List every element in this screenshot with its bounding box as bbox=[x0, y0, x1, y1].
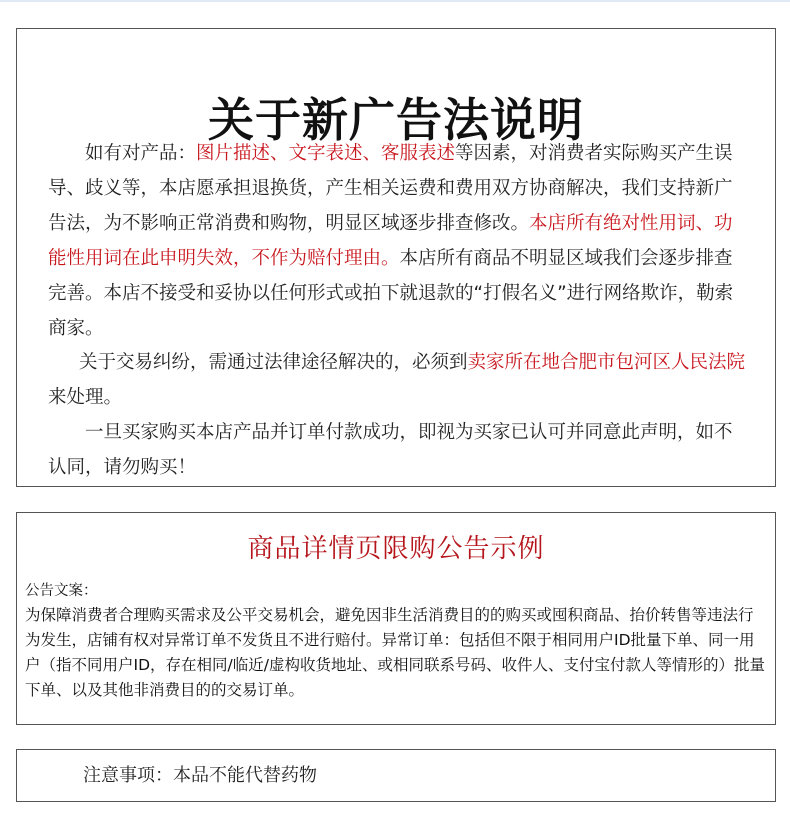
p1-text-b: 等因素，对消费者实际购买产生误导、歧义等，本店愿承担退换货，产生相关运费和费用双方协商解决，我们支持新广告法，为不影响正常消费和购物，明显区域逐步排查修改。 bbox=[48, 143, 733, 234]
statement-paragraph-1 bbox=[48, 136, 748, 346]
p1-highlight-descriptions: 图片描述、文字表述、客服表述 bbox=[196, 143, 456, 164]
p2-text-b: 来处理。 bbox=[48, 387, 123, 408]
p1-text-c: 本店所有商品不明显区域我们会逐步排查完善。本店不接受和妥协以任何形式或拍下就退款的“打假名义”进行网络欺诈，勒索商家。 bbox=[48, 248, 734, 339]
purchase-limit-notice-panel bbox=[16, 512, 776, 725]
statement-paragraph-3 bbox=[48, 415, 748, 485]
top-divider bbox=[0, 0, 790, 2]
p2-text-a: 关于交易纠纷，需通过法律途径解决的，必须到 bbox=[79, 352, 468, 373]
p1-text-a: 如有对产品： bbox=[85, 143, 197, 164]
notice-body: 为保障消费者合理购买需求及公平交易机会，避免因非生活消费目的的购买或囤积商品、抬价转售等违法行为发生，店铺有权对异常订单不发货且不进行赔付。异常订单：包括但不限于相同用户ID批量下单、同一用户（指不同用户ID，存在相同/临近/虚构收货地址、或相同联系号码、收件人、支付宝付款人等情形的）批量下单、以及其他非消费目的的交易订单。 bbox=[25, 606, 765, 699]
ad-law-statement-panel bbox=[16, 28, 776, 487]
p3-text: 一旦买家购买本店产品并订单付款成功，即视为买家已认可并同意此声明，如不认同，请勿购买！ bbox=[48, 422, 733, 478]
statement-paragraph-2 bbox=[48, 345, 748, 415]
caution-panel bbox=[16, 749, 776, 802]
notice-title: 商品详情页限购公告示例 bbox=[247, 534, 545, 564]
caution-note: 注意事项：本品不能代替药物 bbox=[83, 765, 317, 786]
p1-highlight-disclaimer: 本店所有绝对性用词、功能性用词在此申明失效，不作为赔付理由。 bbox=[48, 213, 733, 269]
statement-title: 关于新广告法说明 bbox=[208, 93, 584, 147]
p2-highlight-court: 卖家所在地合肥市包河区人民法院 bbox=[467, 352, 746, 373]
notice-label: 公告文案： bbox=[25, 583, 98, 599]
